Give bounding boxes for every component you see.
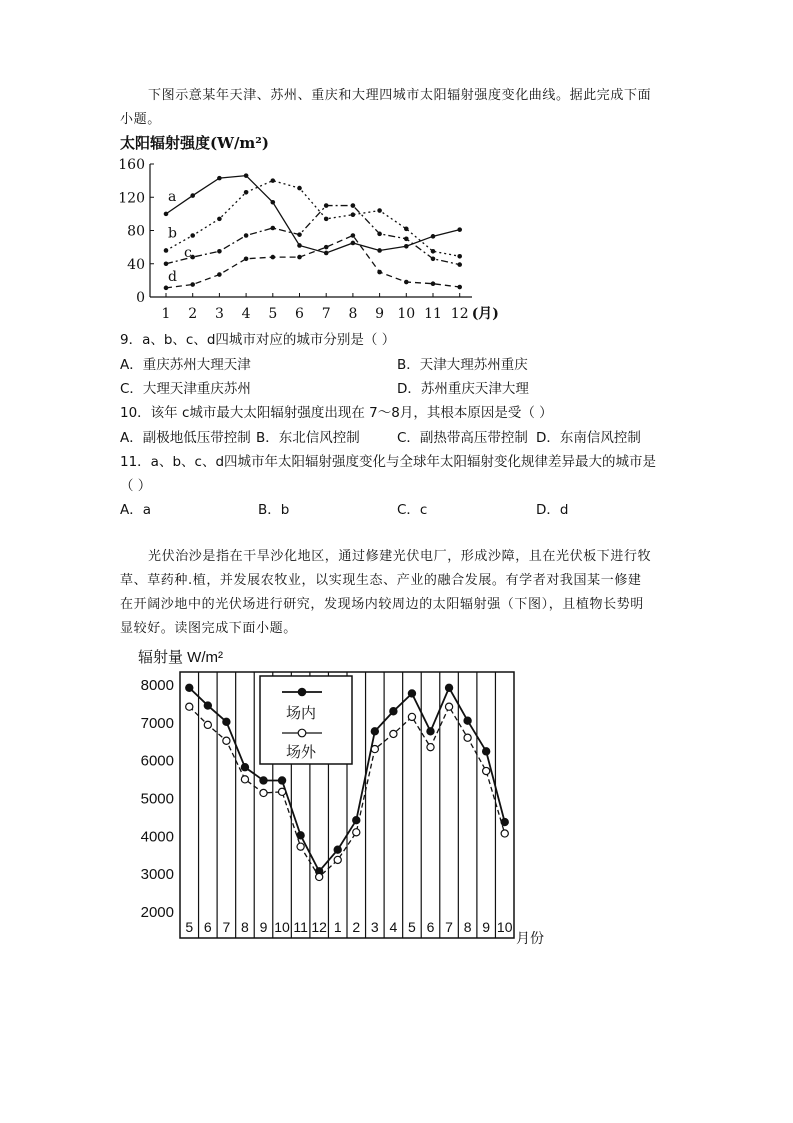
- chart2-point-inside: [334, 846, 341, 853]
- question-10-stem: 10．该年 c城市最大太阳辐射强度出现在 7～8月，其根本原因是受（ ）: [120, 405, 553, 421]
- chart2-point-inside: [278, 777, 285, 784]
- chart1-x-tick-label: 3: [214, 306, 224, 322]
- passage-2-line-1: 光伏治沙是指在干旱沙化地区，通过修建光伏电厂，形成沙障，且在光伏板下进行牧: [148, 549, 652, 564]
- chart2-point-outside: [501, 830, 508, 837]
- chart2-x-tick-label: 10: [496, 919, 513, 935]
- chart2-point-outside: [334, 856, 341, 863]
- question-9-stem: 9．a、b、c、d四城市对应的城市分别是（ ）: [120, 332, 396, 348]
- chart1-point-c: [297, 232, 302, 237]
- chart1-series-label-d: d: [168, 268, 177, 285]
- chart1-point-b: [271, 178, 276, 183]
- chart2-y-tick-label: 5000: [140, 790, 174, 808]
- chart1-point-b: [324, 217, 329, 222]
- chart1-x-tick-label: 10: [397, 306, 416, 322]
- chart1-point-b: [431, 249, 436, 254]
- chart2-point-inside: [223, 718, 230, 725]
- chart1-point-d: [244, 256, 249, 261]
- chart1-x-tick-label: 4: [241, 306, 251, 322]
- chart1-point-b: [190, 233, 195, 238]
- chart2-point-inside: [408, 690, 415, 697]
- chart2-x-tick-label: 11: [293, 919, 308, 935]
- chart1-series-label-c: c: [184, 244, 192, 261]
- passage-2-line-2: 草、草药种.植，并发展农牧业，以实现生态、产业的融合发展。有学者对我国某一修建: [120, 573, 642, 588]
- chart1-x-tick-label: 5: [268, 306, 278, 322]
- chart1-point-b: [404, 227, 409, 232]
- chart2-x-tick-label: 9: [259, 919, 268, 935]
- chart1-point-c: [351, 203, 356, 208]
- chart2-point-inside: [297, 832, 304, 839]
- q11-option-d[interactable]: D．d: [536, 502, 569, 518]
- chart1-point-b: [351, 212, 356, 217]
- chart1-y-tick-label: 120: [118, 190, 145, 207]
- chart1-point-a: [404, 244, 409, 249]
- chart2-x-tick-label: 7: [445, 919, 453, 935]
- chart1-point-a: [217, 176, 222, 181]
- chart1-x-tick-label: 12: [450, 306, 469, 322]
- chart1-point-d: [404, 280, 409, 285]
- legend-inside-label: 场内: [286, 705, 317, 722]
- chart2-point-outside: [408, 713, 415, 720]
- chart2-point-inside: [427, 728, 434, 735]
- chart1-point-c: [404, 237, 409, 242]
- chart1-point-d: [351, 233, 356, 238]
- chart2-x-tick-label: 1: [333, 919, 342, 935]
- legend-outside-marker: [298, 729, 306, 737]
- chart1-point-b: [164, 248, 169, 253]
- chart2-point-inside: [260, 777, 267, 784]
- chart2-point-inside: [241, 764, 248, 771]
- question-11-stem-cont: （ ）: [120, 478, 152, 494]
- chart2-point-outside: [204, 721, 211, 728]
- chart1-point-b: [244, 190, 249, 195]
- chart1-point-d: [324, 245, 329, 250]
- chart1-point-a: [351, 241, 356, 246]
- chart1-point-c: [271, 226, 276, 231]
- passage-2: [120, 545, 680, 641]
- chart2-point-inside: [501, 818, 508, 825]
- chart2-point-outside: [390, 730, 397, 737]
- passage-2-line-4: 显较好。读图完成下面小题。: [120, 621, 297, 636]
- chart1-point-a: [457, 227, 462, 232]
- chart1-point-d: [377, 270, 382, 275]
- chart2-point-outside: [223, 737, 230, 744]
- chart2-point-inside: [464, 717, 471, 724]
- chart1-point-a: [190, 193, 195, 198]
- passage-1-line-1: 下图示意某年天津、苏州、重庆和大理四城市太阳辐射强度变化曲线。据此完成下面: [148, 88, 652, 103]
- chart1-point-a: [244, 173, 249, 178]
- chart1-point-c: [377, 232, 382, 237]
- chart2-point-outside: [464, 734, 471, 741]
- chart2-y-tick-label: 6000: [140, 752, 174, 770]
- chart1-point-a: [324, 251, 329, 256]
- chart2-point-outside: [483, 767, 490, 774]
- chart2-x-tick-label: 2: [352, 919, 361, 935]
- chart1-x-tick-label: 1: [161, 306, 171, 322]
- chart1-point-d: [457, 285, 462, 290]
- chart2-ylabel: 辐射量 W/m²: [138, 649, 223, 666]
- pv-radiation-chart: [120, 640, 560, 950]
- chart1-point-d: [164, 286, 169, 291]
- chart1-xlabel: (月): [471, 306, 499, 322]
- solar-radiation-chart: [110, 128, 510, 328]
- chart1-y-tick-label: 160: [118, 157, 145, 173]
- chart1-point-b: [377, 208, 382, 213]
- chart1-point-b: [297, 186, 302, 191]
- chart1-point-c: [431, 256, 436, 261]
- chart1-y-tick-label: 40: [127, 256, 145, 273]
- chart2-x-tick-label: 3: [370, 919, 379, 935]
- chart2-point-outside: [427, 744, 434, 751]
- chart1-point-c: [324, 203, 329, 208]
- chart2-x-tick-label: 6: [203, 919, 212, 935]
- chart2-point-outside: [278, 788, 285, 795]
- chart2-point-outside: [316, 873, 323, 880]
- chart2-x-tick-label: 7: [222, 919, 231, 935]
- chart2-y-tick-label: 7000: [140, 714, 174, 732]
- chart1-series-label-b: b: [168, 225, 177, 242]
- chart1-point-a: [164, 212, 169, 217]
- chart1-point-d: [271, 255, 276, 260]
- chart1-point-d: [217, 272, 222, 277]
- chart2-x-tick-label: 6: [426, 919, 435, 935]
- passage-1-line-2: 小题。: [120, 112, 161, 127]
- chart2-point-inside: [186, 684, 193, 691]
- q9-option-a[interactable]: A．重庆苏州大理天津: [120, 357, 251, 373]
- q11-option-a[interactable]: A．a: [120, 502, 152, 518]
- chart2-y-tick-label: 3000: [140, 866, 174, 884]
- chart2-x-tick-label: 5: [408, 919, 416, 935]
- chart2-y-tick-label: 4000: [140, 828, 174, 846]
- chart1-point-a: [377, 248, 382, 253]
- q10-option-c[interactable]: C．副热带高压带控制: [397, 430, 528, 446]
- q9-option-d[interactable]: D．苏州重庆天津大理: [397, 381, 529, 397]
- chart1-x-tick-label: 11: [424, 306, 442, 322]
- chart1-point-a: [431, 234, 436, 239]
- chart1-series-a: [166, 176, 460, 253]
- chart1-y-tick-label: 0: [136, 290, 145, 306]
- chart2-point-inside: [390, 708, 397, 715]
- legend-inside-marker: [298, 688, 306, 696]
- chart2-y-tick-label: 8000: [140, 677, 174, 694]
- chart1-x-tick-label: 7: [321, 306, 331, 322]
- chart1-point-d: [297, 255, 302, 260]
- chart1-point-a: [297, 243, 302, 248]
- chart1-point-d: [190, 282, 195, 287]
- chart2-x-tick-label: 4: [389, 919, 398, 935]
- chart1-y-tick-label: 80: [127, 223, 145, 240]
- q9-option-b[interactable]: B．天津大理苏州重庆: [397, 357, 528, 373]
- q10-option-b[interactable]: B．东北信风控制: [256, 430, 360, 446]
- q10-option-d[interactable]: D．东南信风控制: [536, 430, 641, 446]
- chart1-series-label-a: a: [168, 188, 177, 205]
- chart2-point-outside: [445, 703, 452, 710]
- chart1-x-tick-label: 8: [348, 306, 358, 322]
- chart2-point-outside: [371, 745, 378, 752]
- chart2-point-inside: [204, 702, 211, 709]
- chart1-point-b: [217, 217, 222, 222]
- chart2-xlabel: 月份: [516, 930, 544, 946]
- chart1-ylabel: 太阳辐射强度(W/m²): [120, 134, 269, 152]
- q10-option-a[interactable]: A．副极地低压带控制: [120, 430, 251, 446]
- chart2-point-outside: [260, 789, 267, 796]
- chart1-point-c: [164, 261, 169, 266]
- chart1-x-tick-label: 9: [375, 306, 385, 322]
- chart1-point-c: [244, 233, 249, 238]
- chart2-point-inside: [445, 684, 452, 691]
- chart2-y-tick-label: 2000: [140, 904, 174, 921]
- chart1-point-b: [457, 254, 462, 259]
- chart2-x-tick-label: 5: [185, 919, 194, 935]
- chart2-x-tick-label: 8: [463, 919, 472, 935]
- chart2-point-outside: [241, 776, 248, 783]
- passage-1: [120, 84, 680, 132]
- chart1-point-c: [457, 262, 462, 267]
- chart2-point-outside: [297, 843, 304, 850]
- chart2-point-inside: [483, 748, 490, 755]
- chart1-series-c: [166, 206, 460, 265]
- legend-outside-label: 场外: [286, 744, 317, 761]
- chart1-series-b: [166, 181, 460, 257]
- chart1-x-tick-label: 6: [295, 306, 304, 322]
- passage-2-line-3: 在开阔沙地中的光伏场进行研究，发现场内较周边的太阳辐射强（下图），且植物长势明: [120, 597, 644, 612]
- question-11-stem: 11．a、b、c、d四城市年太阳辐射强度变化与全球年太阳辐射变化规律差异最大的城市是: [120, 454, 657, 470]
- chart2-point-outside: [186, 703, 193, 710]
- chart2-x-tick-label: 12: [311, 919, 327, 935]
- q11-option-c[interactable]: C．c: [397, 502, 428, 518]
- chart1-point-c: [217, 249, 222, 254]
- chart2-point-outside: [353, 829, 360, 836]
- chart1-x-tick-label: 2: [188, 306, 198, 322]
- q11-option-b[interactable]: B．b: [258, 502, 290, 518]
- chart2-x-tick-label: 10: [274, 919, 290, 935]
- chart1-point-a: [271, 200, 276, 205]
- q9-option-c[interactable]: C．大理天津重庆苏州: [120, 381, 251, 397]
- chart2-x-tick-label: 8: [241, 919, 249, 935]
- chart1-point-d: [431, 281, 436, 286]
- chart2-point-inside: [371, 728, 378, 735]
- chart2-x-tick-label: 9: [482, 919, 491, 935]
